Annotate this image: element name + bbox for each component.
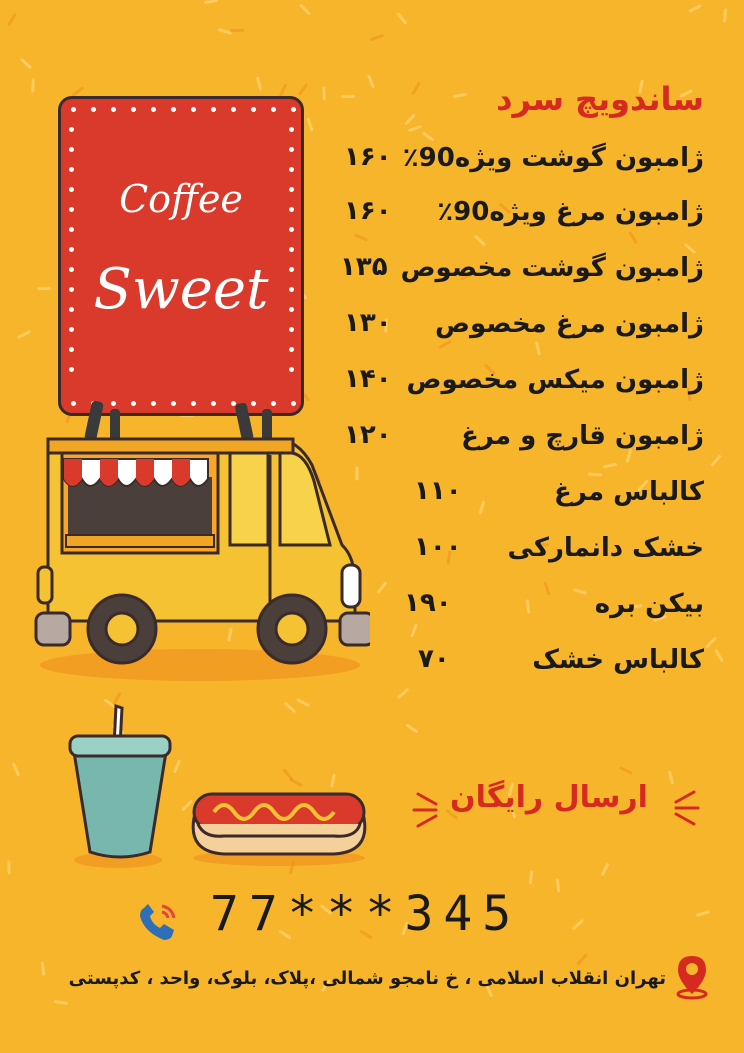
sign-light-dot xyxy=(289,167,294,172)
sign-light-dot xyxy=(191,107,196,112)
background-speck xyxy=(556,878,560,892)
background-speck xyxy=(479,500,486,514)
sign-light-dot xyxy=(131,107,136,112)
menu-item-price: ۷۰ xyxy=(418,644,450,674)
background-speck xyxy=(396,12,407,25)
background-speck xyxy=(601,863,610,877)
menu-item xyxy=(435,302,704,346)
sign-light-dot xyxy=(289,227,294,232)
sign-light-dot xyxy=(251,107,256,112)
sign-light-dot xyxy=(69,227,74,232)
sign-light-dot xyxy=(211,107,216,112)
menu-item xyxy=(403,136,704,180)
background-speck xyxy=(7,13,17,26)
sign-light-dot xyxy=(69,147,74,152)
background-speck xyxy=(284,702,296,714)
menu-item xyxy=(437,190,704,234)
background-speck xyxy=(12,762,20,776)
background-speck xyxy=(474,235,486,247)
background-speck xyxy=(354,233,368,241)
sign-title-line2: Sweet xyxy=(93,257,269,322)
sign-light-dot xyxy=(69,167,74,172)
background-speck xyxy=(572,919,584,931)
background-speck xyxy=(31,78,35,92)
sign-light-dot xyxy=(171,107,176,112)
background-speck xyxy=(341,95,355,98)
menu-item-price: ۱۰۰ xyxy=(414,532,462,562)
sign-light-dot xyxy=(69,327,74,332)
background-speck xyxy=(20,58,32,70)
background-speck xyxy=(576,953,587,966)
coffee-sweet-sign xyxy=(58,96,308,416)
background-speck xyxy=(603,463,617,469)
menu-item xyxy=(532,638,704,682)
sign-light-dot xyxy=(111,107,116,112)
sign-light-dot xyxy=(289,367,294,372)
sign-light-dot xyxy=(231,107,236,112)
background-speck xyxy=(410,623,418,637)
sign-light-dot xyxy=(289,127,294,132)
background-speck xyxy=(7,860,10,874)
background-speck xyxy=(256,76,262,90)
menu-item-name: ژامبون قارچ و مرغ xyxy=(461,421,704,451)
menu-item-price: ۱۹۰ xyxy=(404,588,452,618)
burst-lines-icon xyxy=(408,790,440,830)
sign-light-dot xyxy=(289,147,294,152)
food-truck-illustration xyxy=(30,395,370,685)
sign-light-dot xyxy=(289,247,294,252)
menu-item-name: کالباس خشک xyxy=(532,645,704,675)
menu-item-price: ۱۶۰ xyxy=(344,196,392,226)
background-speck xyxy=(526,599,531,613)
menu-item-name: خشک دانمارکی xyxy=(507,533,704,563)
location-pin-icon xyxy=(672,954,712,1000)
background-speck xyxy=(54,1000,68,1005)
background-speck xyxy=(404,113,416,125)
hot-dog-illustration xyxy=(184,778,374,868)
background-speck xyxy=(688,4,702,13)
drink-cup-illustration xyxy=(66,700,176,870)
menu-item-price: ۱۳۰ xyxy=(344,308,392,338)
background-speck xyxy=(705,636,717,648)
menu-item-price: ۱۲۰ xyxy=(344,420,392,450)
background-speck xyxy=(408,125,422,133)
background-speck xyxy=(230,29,244,32)
menu-item-price: ۱۴۰ xyxy=(344,364,392,394)
background-speck xyxy=(668,770,674,784)
sign-title-line1: Coffee xyxy=(119,177,243,221)
menu-item-name: بیکن بره xyxy=(594,589,704,619)
background-speck xyxy=(17,330,31,339)
menu-item xyxy=(461,414,704,458)
burst-lines-icon xyxy=(672,788,704,828)
sign-light-dot xyxy=(151,107,156,112)
sign-light-dot xyxy=(71,107,76,112)
menu-item-name: ژامبون مرغ ویژه90٪ xyxy=(437,197,704,227)
menu-item-name: ژامبون میکس مخصوص xyxy=(406,365,704,395)
background-speck xyxy=(411,82,420,96)
background-speck xyxy=(710,454,721,467)
menu-item xyxy=(595,582,704,626)
background-speck xyxy=(453,93,467,98)
sign-light-dot xyxy=(69,347,74,352)
menu-item-name: ژامبون گوشت ویژه90٪ xyxy=(402,143,704,173)
menu-item-name: ژامبون گوشت مخصوص xyxy=(400,253,704,283)
background-speck xyxy=(377,581,388,594)
menu-item-price: ۱۶۰ xyxy=(344,142,392,172)
background-speck xyxy=(37,287,51,291)
sign-light-dot xyxy=(69,247,74,252)
sign-board xyxy=(58,96,304,416)
menu-item xyxy=(554,470,704,514)
sign-light-dot xyxy=(69,367,74,372)
menu-item-price: ۱۱۰ xyxy=(414,476,462,506)
menu-item xyxy=(406,358,704,402)
background-speck xyxy=(544,581,551,595)
sign-light-dot xyxy=(69,127,74,132)
sign-light-dot xyxy=(291,107,296,112)
background-speck xyxy=(529,870,533,884)
menu-item xyxy=(401,246,704,290)
sign-light-dot xyxy=(91,107,96,112)
background-speck xyxy=(299,3,311,15)
background-speck xyxy=(696,910,710,917)
background-speck xyxy=(322,86,325,100)
background-speck xyxy=(619,766,633,775)
sign-light-dot xyxy=(289,347,294,352)
phone-number: 77***345 xyxy=(210,886,522,942)
background-speck xyxy=(714,649,724,663)
sign-light-dot xyxy=(289,327,294,332)
background-speck xyxy=(723,8,727,22)
free-delivery-label: ارسال رایگان xyxy=(450,780,648,815)
background-speck xyxy=(405,723,418,733)
sign-light-dot xyxy=(271,107,276,112)
menu-item-price: ۱۳۵ xyxy=(340,252,388,282)
background-speck xyxy=(573,588,587,595)
background-speck xyxy=(296,698,310,707)
background-speck xyxy=(204,0,218,4)
phone-icon xyxy=(136,902,178,944)
background-speck xyxy=(397,688,410,699)
menu-item xyxy=(508,526,704,570)
background-speck xyxy=(370,34,384,42)
menu-item-name: ژامبون مرغ مخصوص xyxy=(435,309,704,339)
menu-section-title: ساندویچ سرد xyxy=(496,80,704,118)
background-speck xyxy=(298,83,309,96)
address-text: تهران انقلاب اسلامی ، خ نامجو شمالی ،پلاک، بلوک، واحد ، کدپستی xyxy=(68,968,666,989)
menu-item-name: کالباس مرغ xyxy=(554,477,704,507)
background-speck xyxy=(367,74,375,88)
